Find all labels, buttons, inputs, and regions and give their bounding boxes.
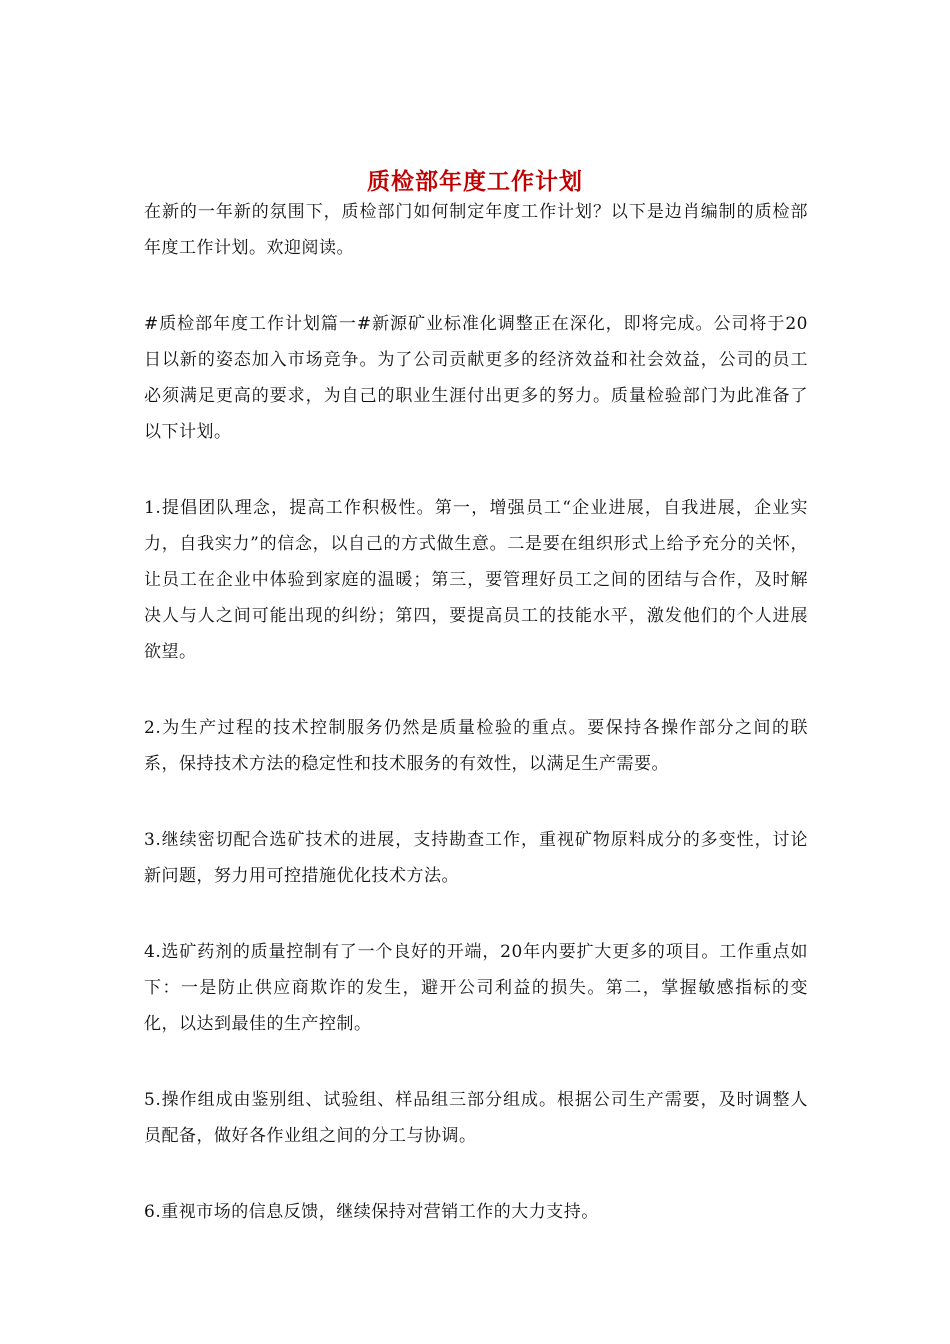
document-title: 质检部年度工作计划 — [367, 168, 583, 196]
paragraph-item-1: 1.提倡团队理念，提高工作积极性。第一，增强员工“企业进展，自我进展，企业实力，自我实力”的信念，以自己的方式做生意。二是要在组织形式上给予充分的关怀，让员工在企业中体验到家庭的温暖；第三，要管理好员工之间的团结与合作，及时解决人与人之间可能出现的纠纷；第四，要提高员工的技能水平，激发他们的个人进展欲望。 — [144, 498, 808, 662]
paragraph-intro: 在新的一年新的氛围下，质检部门如何制定年度工作计划？以下是边肖编制的质检部年度工作计划。欢迎阅读。 — [144, 202, 808, 258]
paragraph-item-6: 6.重视市场的信息反馈，继续保持对营销工作的大力支持。 — [144, 1202, 599, 1222]
paragraph-item-3: 3.继续密切配合选矿技术的进展，支持勘查工作，重视矿物原料成分的多变性，讨论新问题，努力用可控措施优化技术方法。 — [144, 830, 808, 886]
paragraph-item-2: 2.为生产过程的技术控制服务仍然是质量检验的重点。要保持各操作部分之间的联系，保持技术方法的稳定性和技术服务的有效性，以满足生产需要。 — [144, 718, 808, 774]
paragraph-item-5: 5.操作组成由鉴别组、试验组、样品组三部分组成。根据公司生产需要，及时调整人员配备，做好各作业组之间的分工与协调。 — [144, 1090, 808, 1146]
paragraph-section-one: #质检部年度工作计划篇一#新源矿业标准化调整正在深化，即将完成。公司将于20日以新的姿态加入市场竞争。为了公司贡献更多的经济效益和社会效益，公司的员工必须满足更高的要求，为自己的职业生涯付出更多的努力。质量检验部门为此准备了以下计划。 — [144, 314, 808, 442]
paragraph-item-4: 4.选矿药剂的质量控制有了一个良好的开端，20年内要扩大更多的项目。工作重点如下：一是防止供应商欺诈的发生，避开公司利益的损失。第二，掌握敏感指标的变化，以达到最佳的生产控制。 — [144, 942, 808, 1034]
document-body — [144, 194, 808, 1270]
